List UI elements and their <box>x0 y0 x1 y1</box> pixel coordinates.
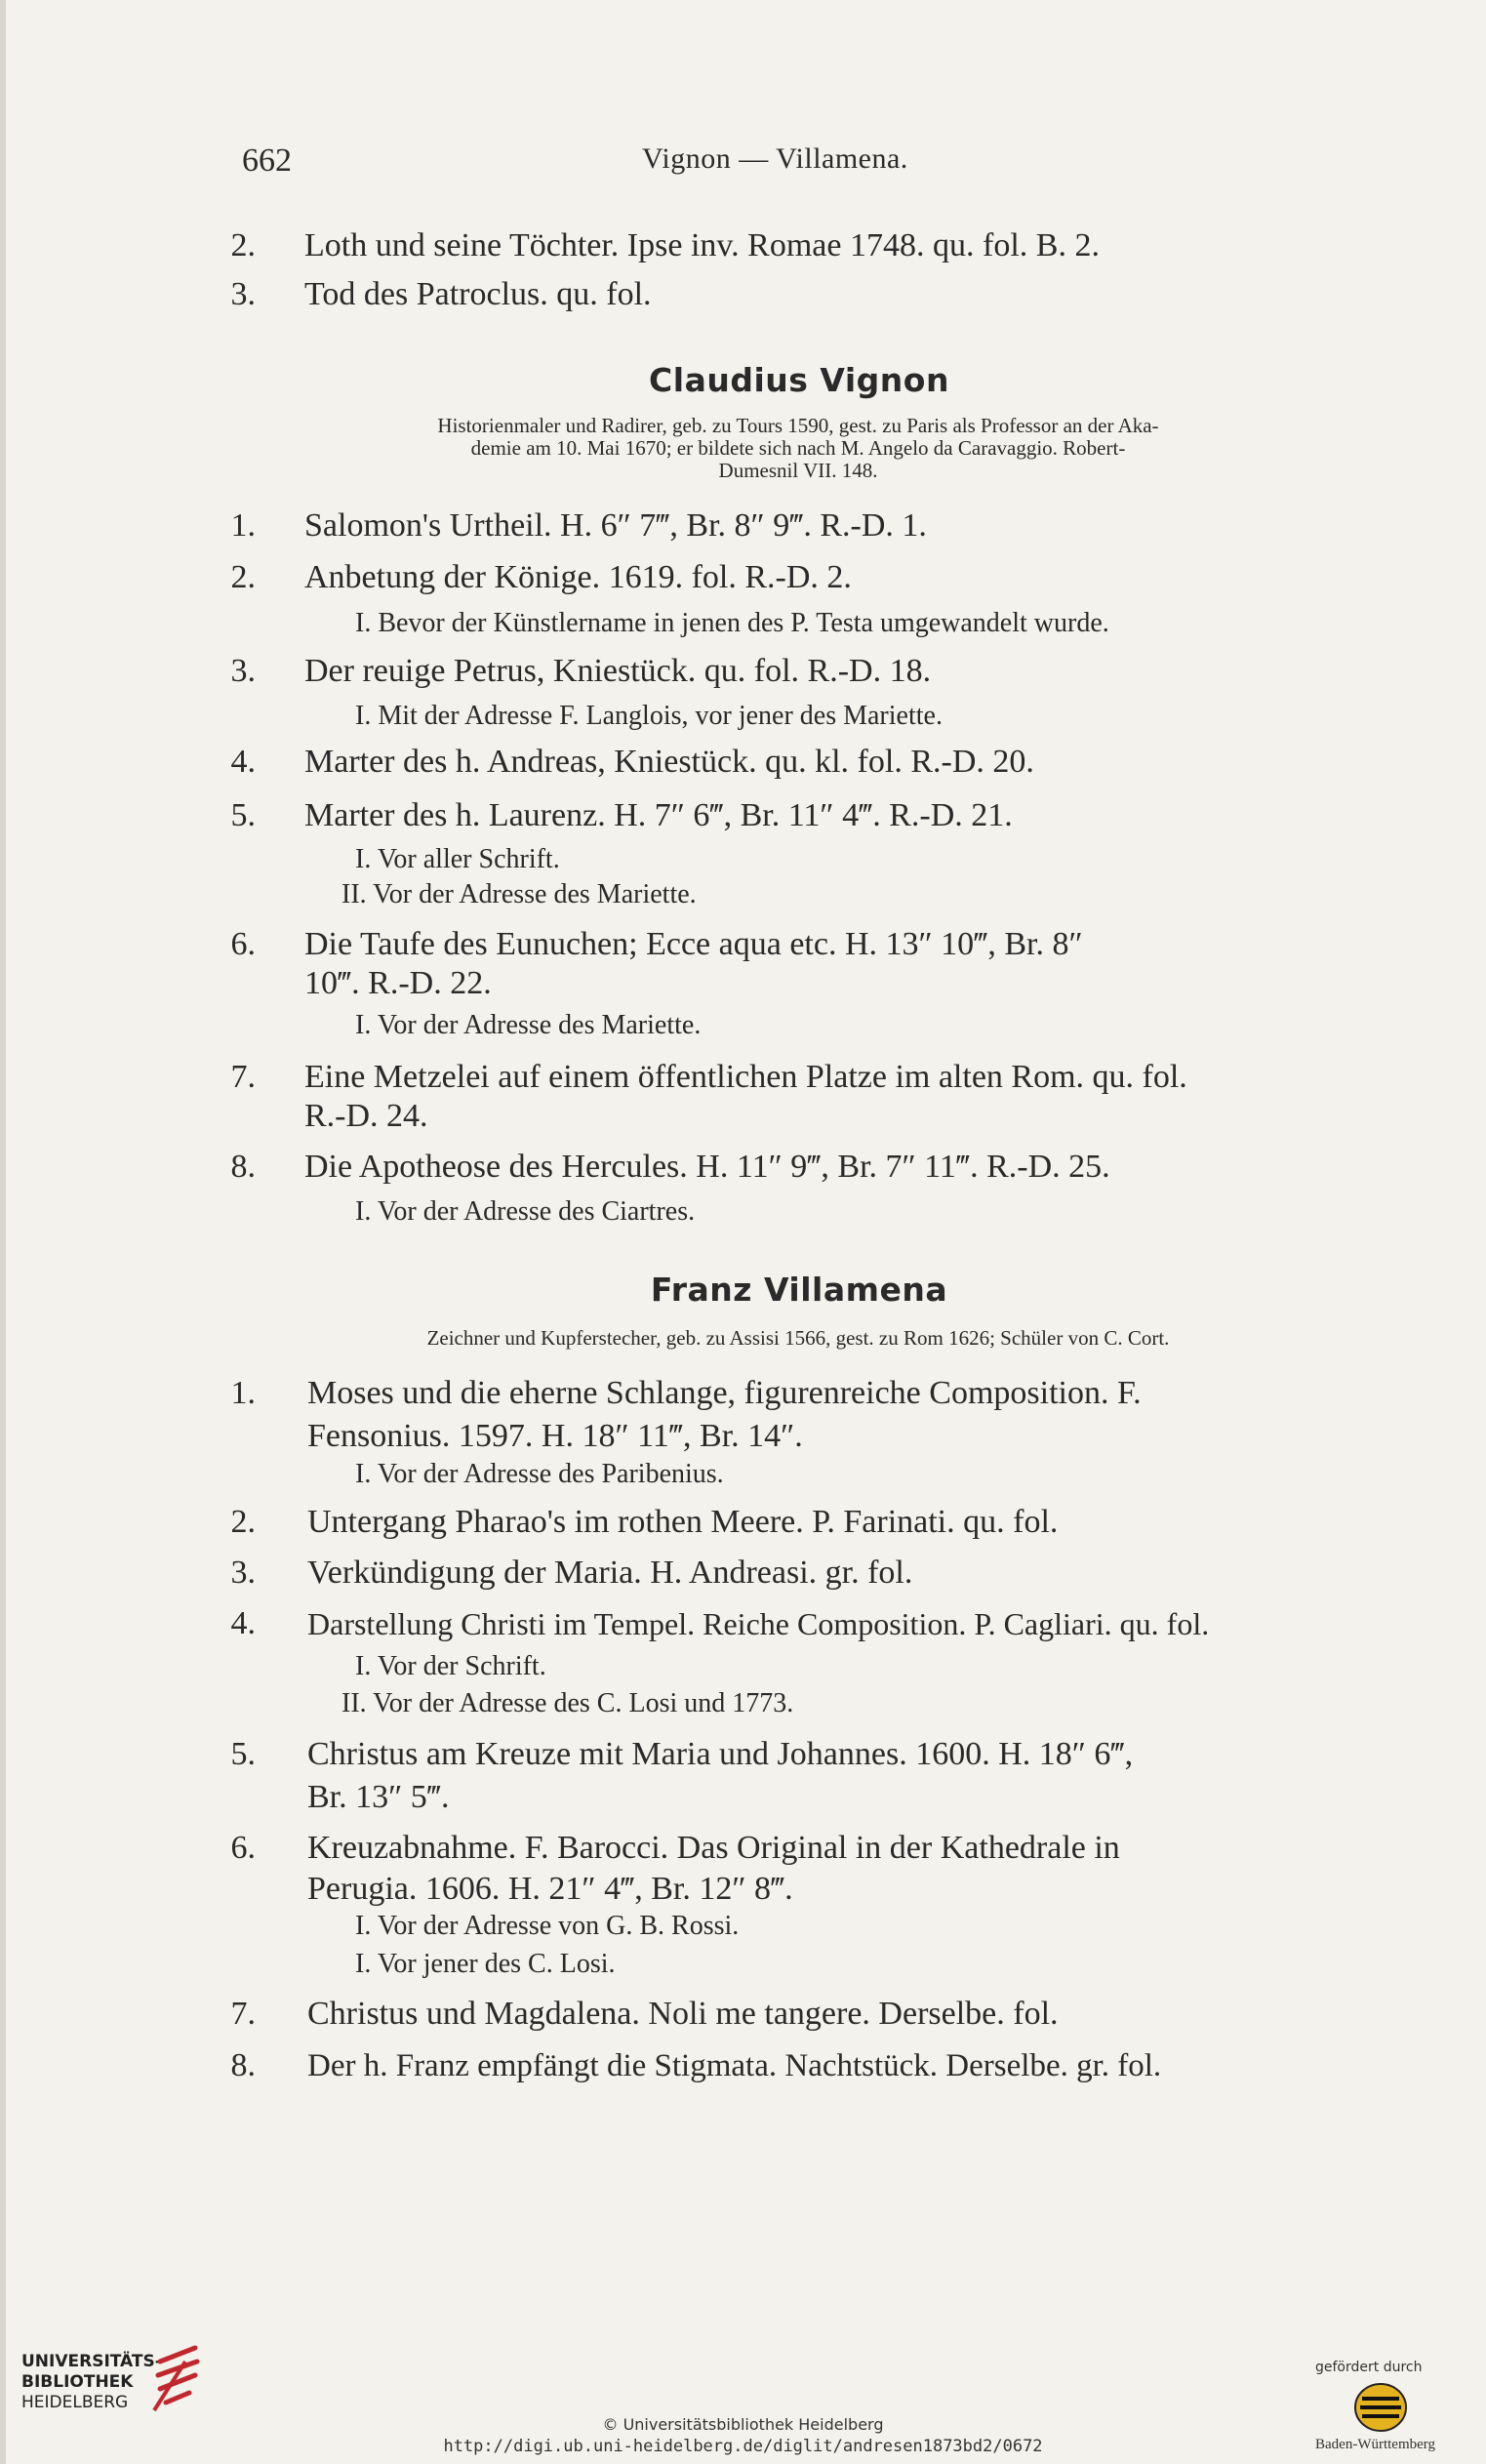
entry-text-cont: R.-D. 24. <box>304 1098 428 1134</box>
funded-by-label: gefördert durch <box>1315 2360 1423 2375</box>
entry-number: 5. <box>230 797 256 833</box>
entry-text: Eine Metzelei auf einem öffentlichen Platze im alten Rom. qu. fol. <box>304 1059 1187 1095</box>
state-note: I. Vor der Schrift. <box>355 1651 546 1681</box>
entry-text: Die Taufe des Eunuchen; Ecce aqua etc. H. 13″ 10‴, Br. 8″ <box>304 926 1083 962</box>
entry-text: Kreuzabnahme. F. Barocci. Das Original in der Kathedrale in <box>307 1830 1120 1866</box>
copyright-notice: © Universitätsbibliothek Heidelberg <box>602 2415 884 2434</box>
entry-number: 6. <box>230 1830 256 1866</box>
section-title-villamena: Franz Villamena <box>650 1271 948 1309</box>
entry-text: Anbetung der Könige. 1619. fol. R.-D. 2. <box>304 559 852 595</box>
state-note: I. Bevor der Künstlername in jenen des P. Testa umgewandelt wurde. <box>355 608 1109 638</box>
state-note: I. Mit der Adresse F. Langlois, vor jener des Mariette. <box>355 701 943 731</box>
entry-text: Salomon's Urtheil. H. 6″ 7‴, Br. 8″ 9‴. R.-D. 1. <box>304 507 927 544</box>
entry-text: Der reuige Petrus, Kniestück. qu. fol. R.-D. 18. <box>304 653 932 689</box>
entry-number: 6. <box>230 926 256 962</box>
entry-number: 2. <box>230 1504 256 1540</box>
entry-text-cont: Br. 13″ 5‴. <box>307 1779 450 1815</box>
logo-line: HEIDELBERG <box>21 2393 129 2412</box>
state-note: I. Vor jener des C. Losi. <box>355 1949 616 1979</box>
entry-text-cont: 10‴. R.-D. 22. <box>304 965 492 1001</box>
bio-line: Dumesnil VII. 148. <box>718 459 878 482</box>
entry-number: 1. <box>230 1375 256 1411</box>
state-note: I. Vor aller Schrift. <box>355 844 560 874</box>
entry-number: 4. <box>230 1605 256 1641</box>
running-title: Vignon — Villamena. <box>642 142 908 175</box>
state-note: I. Vor der Adresse des Ciartres. <box>355 1196 696 1227</box>
entry-number: 1. <box>230 507 256 544</box>
logo-line: UNIVERSITÄTS- <box>21 2352 162 2371</box>
entry-text: Marter des h. Andreas, Kniestück. qu. kl. fol. R.-D. 20. <box>304 744 1034 780</box>
entry-text: Moses und die eherne Schlange, figurenreiche Composition. F. <box>307 1375 1142 1411</box>
entry-text: Tod des Patroclus. qu. fol. <box>304 276 652 312</box>
entry-number: 4. <box>230 744 256 780</box>
entry-text-cont: Fensonius. 1597. H. 18″ 11‴, Br. 14″. <box>307 1418 803 1454</box>
entry-number: 3. <box>230 276 256 312</box>
entry-text-cont: Perugia. 1606. H. 21″ 4‴, Br. 12″ 8‴. <box>307 1871 793 1907</box>
library-logo-mark-icon <box>146 2342 207 2420</box>
entry-number: 7. <box>230 1996 256 2032</box>
state-note: I. Vor der Adresse des Paribenius. <box>355 1459 724 1489</box>
villamena-bio <box>261 1327 1335 1350</box>
entry-number: 3. <box>230 1555 256 1591</box>
entry-number: 3. <box>230 653 256 689</box>
entry-text: Untergang Pharao's im rothen Meere. P. Farinati. qu. fol. <box>307 1504 1059 1540</box>
entry-text: Darstellung Christi im Tempel. Reiche Composition. P. Cagliari. qu. fol. <box>307 1606 1210 1641</box>
entry-text: Verkündigung der Maria. H. Andreasi. gr. fol. <box>307 1555 913 1591</box>
bio-line: Historienmaler und Radirer, geb. zu Tours 1590, gest. zu Paris als Professor an der Aka- <box>437 414 1159 437</box>
state-note: II. Vor der Adresse des Mariette. <box>341 879 697 909</box>
source-url-link[interactable]: http://digi.ub.uni-heidelberg.de/diglit/andresen1873bd2/0672 <box>443 2437 1043 2456</box>
entry-text: Christus und Magdalena. Noli me tangere. Derselbe. fol. <box>307 1996 1059 2032</box>
entry-text: Der h. Franz empfängt die Stigmata. Nachtstück. Derselbe. gr. fol. <box>307 2048 1162 2083</box>
entry-number: 8. <box>230 1149 256 1185</box>
section-title-vignon: Claudius Vignon <box>649 361 949 399</box>
entry-number: 2. <box>230 227 256 263</box>
entry-number: 8. <box>230 2047 256 2083</box>
entry-text: Die Apotheose des Hercules. H. 11″ 9‴, Br. 7″ 11‴. R.-D. 25. <box>304 1149 1110 1185</box>
state-note: I. Vor der Adresse des Mariette. <box>355 1010 702 1040</box>
entry-text: Loth und seine Töchter. Ipse inv. Romae 1748. qu. fol. B. 2. <box>304 227 1100 263</box>
state-crest-icon <box>1352 2381 1409 2434</box>
entry-number: 7. <box>230 1059 256 1095</box>
logo-line: BIBLIOTHEK <box>21 2372 134 2392</box>
entry-text: Marter des h. Laurenz. H. 7″ 6‴, Br. 11″ 4‴. R.-D. 21. <box>304 797 1013 833</box>
bio-line: Zeichner und Kupferstecher, geb. zu Assisi 1566, gest. zu Rom 1626; Schüler von C. Cort. <box>426 1326 1170 1350</box>
entry-text: Christus am Kreuze mit Maria und Johannes. 1600. H. 18″ 6‴, <box>307 1736 1134 1772</box>
vignon-bio <box>261 415 1335 482</box>
state-note: II. Vor der Adresse des C. Losi und 1773. <box>341 1688 794 1718</box>
page-number: 662 <box>242 142 292 179</box>
entry-number: 5. <box>230 1736 256 1772</box>
state-label: Baden-Württemberg <box>1315 2437 1436 2452</box>
state-note: I. Vor der Adresse von G. B. Rossi. <box>355 1911 740 1941</box>
bio-line: demie am 10. Mai 1670; er bildete sich nach M. Angelo da Caravaggio. Robert- <box>470 436 1126 460</box>
entry-number: 2. <box>230 559 256 595</box>
